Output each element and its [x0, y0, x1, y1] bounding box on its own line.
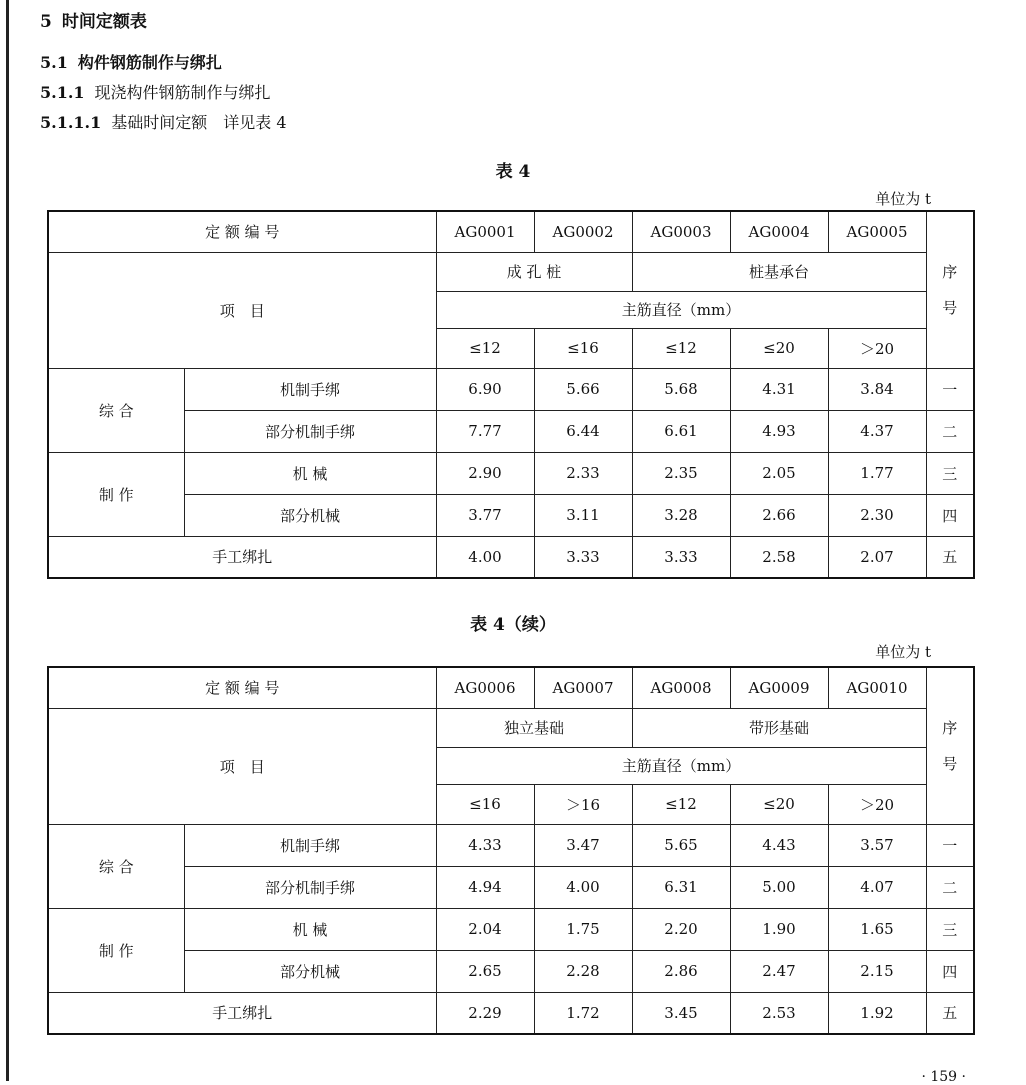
seq-cell: 五: [926, 536, 974, 578]
row-label: 机制手绑: [184, 368, 436, 410]
value-cell: 1.75: [534, 908, 632, 950]
diameter-cell: ＞20: [828, 784, 926, 824]
value-cell: 1.92: [828, 992, 926, 1034]
seq-cell: 二: [926, 866, 974, 908]
quota-table-continued: [47, 666, 975, 1035]
value-cell: 3.33: [534, 536, 632, 578]
group-header: 带形基础: [632, 708, 926, 747]
value-cell: 2.58: [730, 536, 828, 578]
code-cell: AG0009: [730, 667, 828, 708]
row-label: 部分机械: [184, 494, 436, 536]
seq-cell: 三: [926, 452, 974, 494]
code-label: 定 额 编 号: [48, 667, 436, 708]
row-label: 手工绑扎: [48, 536, 436, 578]
diameter-label: 主筋直径（mm）: [436, 747, 926, 784]
table-row: [48, 211, 974, 252]
seq-cell: 五: [926, 992, 974, 1034]
diameter-cell: ≤20: [730, 784, 828, 824]
code-cell: AG0002: [534, 211, 632, 252]
value-cell: 3.33: [632, 536, 730, 578]
value-cell: 6.44: [534, 410, 632, 452]
diameter-cell: ＞20: [828, 328, 926, 368]
row-label: 手工绑扎: [48, 992, 436, 1034]
value-cell: 4.37: [828, 410, 926, 452]
table-unit: 单位为 t: [875, 190, 931, 208]
value-cell: 4.33: [436, 824, 534, 866]
value-cell: 3.77: [436, 494, 534, 536]
value-cell: 2.20: [632, 908, 730, 950]
category-label: 综 合: [48, 824, 184, 908]
value-cell: 1.72: [534, 992, 632, 1034]
row-label: 部分机制手绑: [184, 410, 436, 452]
diameter-cell: ≤16: [436, 784, 534, 824]
seq-cell: 四: [926, 950, 974, 992]
code-cell: AG0006: [436, 667, 534, 708]
value-cell: 2.29: [436, 992, 534, 1034]
value-cell: 2.65: [436, 950, 534, 992]
table-row: [48, 667, 974, 708]
value-cell: 2.28: [534, 950, 632, 992]
group-header: 独立基础: [436, 708, 632, 747]
value-cell: 2.15: [828, 950, 926, 992]
value-cell: 2.90: [436, 452, 534, 494]
seq-header: 序号: [926, 667, 974, 824]
diameter-cell: ≤12: [632, 784, 730, 824]
table-row: [48, 368, 974, 410]
table-row: [48, 866, 974, 908]
value-cell: 4.94: [436, 866, 534, 908]
code-cell: AG0008: [632, 667, 730, 708]
value-cell: 3.45: [632, 992, 730, 1034]
table-row: [48, 410, 974, 452]
heading-section-5-1-1: 5.1.1 现浇构件钢筋制作与绑扎: [40, 83, 271, 102]
value-cell: 5.68: [632, 368, 730, 410]
table-row: [48, 494, 974, 536]
table-row: [48, 252, 974, 291]
diameter-label: 主筋直径（mm）: [436, 291, 926, 328]
value-cell: 4.00: [534, 866, 632, 908]
value-cell: 3.47: [534, 824, 632, 866]
value-cell: 7.77: [436, 410, 534, 452]
value-cell: 2.04: [436, 908, 534, 950]
seq-header: 序号: [926, 211, 974, 368]
code-label: 定 额 编 号: [48, 211, 436, 252]
diameter-cell: ≤16: [534, 328, 632, 368]
item-label: 项 目: [48, 708, 436, 824]
value-cell: 2.86: [632, 950, 730, 992]
value-cell: 2.53: [730, 992, 828, 1034]
value-cell: 3.28: [632, 494, 730, 536]
quota-table: [47, 210, 975, 579]
value-cell: 1.77: [828, 452, 926, 494]
group-header: 成 孔 桩: [436, 252, 632, 291]
value-cell: 3.57: [828, 824, 926, 866]
category-label: 制 作: [48, 452, 184, 536]
value-cell: 3.11: [534, 494, 632, 536]
value-cell: 3.84: [828, 368, 926, 410]
diameter-cell: ≤12: [632, 328, 730, 368]
diameter-cell: ＞16: [534, 784, 632, 824]
group-header: 桩基承台: [632, 252, 926, 291]
value-cell: 2.35: [632, 452, 730, 494]
value-cell: 5.00: [730, 866, 828, 908]
value-cell: 5.65: [632, 824, 730, 866]
table-row: [48, 824, 974, 866]
table-row: [48, 536, 974, 578]
code-cell: AG0004: [730, 211, 828, 252]
value-cell: 4.43: [730, 824, 828, 866]
heading-section-5-1-1-1: 5.1.1.1 基础时间定额 详见表 4: [40, 113, 287, 132]
table-row: [48, 992, 974, 1034]
seq-cell: 一: [926, 368, 974, 410]
value-cell: 6.31: [632, 866, 730, 908]
value-cell: 1.90: [730, 908, 828, 950]
table-caption: 表 4: [495, 162, 531, 182]
seq-cell: 四: [926, 494, 974, 536]
table-row: [48, 950, 974, 992]
row-label: 部分机制手绑: [184, 866, 436, 908]
value-cell: 2.07: [828, 536, 926, 578]
diameter-cell: ≤12: [436, 328, 534, 368]
code-cell: AG0001: [436, 211, 534, 252]
code-cell: AG0003: [632, 211, 730, 252]
value-cell: 2.05: [730, 452, 828, 494]
row-label: 机 械: [184, 452, 436, 494]
category-label: 综 合: [48, 368, 184, 452]
value-cell: 4.93: [730, 410, 828, 452]
value-cell: 6.61: [632, 410, 730, 452]
code-cell: AG0007: [534, 667, 632, 708]
value-cell: 2.47: [730, 950, 828, 992]
value-cell: 2.66: [730, 494, 828, 536]
table-caption: 表 4（续）: [470, 615, 556, 635]
category-label: 制 作: [48, 908, 184, 992]
row-label: 机 械: [184, 908, 436, 950]
value-cell: 5.66: [534, 368, 632, 410]
seq-cell: 一: [926, 824, 974, 866]
row-label: 部分机械: [184, 950, 436, 992]
table-row: [48, 452, 974, 494]
page-number: · 159 ·: [921, 1069, 966, 1085]
seq-cell: 二: [926, 410, 974, 452]
value-cell: 2.30: [828, 494, 926, 536]
table-row: [48, 908, 974, 950]
value-cell: 1.65: [828, 908, 926, 950]
code-cell: AG0005: [828, 211, 926, 252]
table-row: [48, 708, 974, 747]
heading-section-5-1: 5.1 构件钢筋制作与绑扎: [40, 53, 222, 72]
value-cell: 4.07: [828, 866, 926, 908]
heading-section-5: 5 时间定额表: [40, 12, 147, 32]
item-label: 项 目: [48, 252, 436, 368]
row-label: 机制手绑: [184, 824, 436, 866]
value-cell: 4.00: [436, 536, 534, 578]
value-cell: 6.90: [436, 368, 534, 410]
value-cell: 2.33: [534, 452, 632, 494]
value-cell: 4.31: [730, 368, 828, 410]
diameter-cell: ≤20: [730, 328, 828, 368]
seq-cell: 三: [926, 908, 974, 950]
table-unit: 单位为 t: [875, 643, 931, 661]
code-cell: AG0010: [828, 667, 926, 708]
